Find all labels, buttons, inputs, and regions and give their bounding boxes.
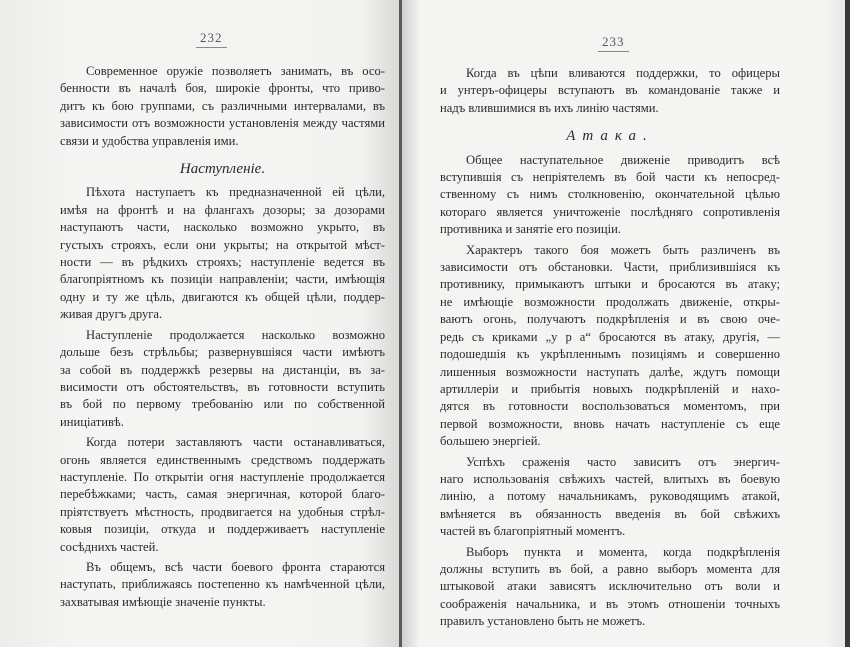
text-line: зависимости отъ обстановки. Части, приблизившіяся къ [440,260,780,275]
text-line: огонь является единственнымъ средствомъ поддержать [60,452,385,467]
text-line: соображенія начальника, и въ этомъ отношеніи точныхъ [440,596,780,611]
paragraph [440,65,780,117]
text-line: густыхъ строяхъ, если они укрыты; на открытой мѣст- [60,237,385,252]
page-text [60,60,385,611]
text-line: сосѣднихъ частей. [60,539,159,554]
text-line: захватывая имѣющіе значеніе пункты. [60,594,266,609]
text-line: бенности въ началѣ боя, широкіе фронты, что приво- [60,81,385,96]
paragraph [60,434,385,556]
text-line: благопріятномъ къ позиціи направленіи; части, имѣющія [60,272,385,287]
text-line: Выборъ пункта и момента, когда подкрѣпленія [466,544,780,559]
text-line: ственному съ нимъ столкновенію, окончательной цѣлью [440,187,780,202]
text-line: наго использованія свѣжихъ частей, влитыхъ въ боевую [440,471,780,486]
text-line: Когда потери заставляютъ части останавливаться, [86,435,385,450]
text-line: подошедшія къ укрѣпленнымъ позиціямъ и совершенно [440,347,780,362]
paragraph [60,327,385,431]
text-line: наступаютъ части, насколько возможно укрыто, въ [60,220,385,235]
text-line: линію, а потому начальникамъ, руководящимъ атакой, [440,489,780,504]
text-line: наступать, приближаясь постепенно къ намѣченной цѣли, [60,577,385,592]
text-line: ности — въ рѣдкихъ строяхъ; наступленіе ведется въ [60,255,385,270]
paragraph [440,152,780,239]
page-text [440,62,780,631]
paragraph [440,242,780,451]
text-line: надъ влившимися въ ихъ линію частями. [440,100,659,115]
section-heading: Атака. [566,128,654,145]
scan-edge [845,0,850,647]
text-line: ковыя позиціи, откуда и поддерживаетъ наступленіе [60,522,385,537]
text-line: артиллеріи и прибытія новыхъ подкрѣпленій и нахо- [440,381,780,396]
text-line: живая другъ друга. [60,307,163,322]
text-line: первой возможности, вновь начать наступленіе съ еще [440,416,780,431]
text-line: висимости отъ обстоятельствъ, въ готовности вступить [60,379,385,394]
text-line: перебѣжками; часть, самая энергичная, которой благо- [60,487,385,502]
text-line: Характеръ такого боя можетъ быть различенъ въ [466,242,780,257]
left-page [0,0,400,647]
text-line: противника и занятіе его позиціи. [440,222,621,237]
text-line: и унтеръ-офицеры вступаютъ въ командованіе также и [440,83,780,98]
text-line: имѣя на фронтѣ и на флангахъ дозоры; за дозорами [60,202,385,217]
text-line: вмѣняется въ обязанность введенія въ бой свѣжихъ [440,506,780,521]
text-line: дитъ къ бою группами, съ различными интервалами, въ [60,98,385,113]
text-line: Въ общемъ, всѣ части боевого фронта стараются [86,559,385,574]
text-line: дольше безъ стрѣльбы; развернувшіяся части имѣютъ [60,345,385,360]
page-number: 232 [196,30,227,48]
text-line: за собой въ поддержкѣ резервы на дистанціи, въ за- [60,362,385,377]
text-line: связи и удобства управленія ими. [60,133,239,148]
text-line: зависимости отъ возможности установленія между частями [60,116,385,131]
text-line: наступленіе. По открытіи огня наступленіе продолжается [60,469,385,484]
text-line: противнику, примыкаютъ штыки и бросаются въ атаку; [440,277,780,292]
section-heading: Наступленіе. [179,161,266,178]
text-line: одну и ту же цѣль, двигаются къ общей цѣли, поддер- [60,289,385,304]
text-line: правилъ установлено быть не можетъ. [440,614,646,629]
paragraph [440,544,780,631]
text-line: Современное оружіе позволяетъ занимать, въ осо- [86,64,385,78]
text-line: Когда въ цѣпи вливаются поддержки, то офицеры [466,66,780,80]
text-line: Пѣхота наступаетъ къ предназначенной ей цѣли, [86,185,385,200]
text-line: Успѣхъ сраженія часто зависитъ отъ энергич- [466,454,780,469]
paragraph [60,63,385,150]
text-line: дятся въ готовности воспользоваться моментомъ, при [440,399,780,414]
text-line: Общее наступательное движеніе приводитъ всѣ [466,152,780,167]
text-line: иниціативѣ. [60,414,124,429]
text-line: должны вступить въ бой, а равно выборъ момента для [440,561,780,576]
text-line: редь съ криками „у р а“ бросаются въ атаку, другія, — [440,329,780,344]
paragraph [60,184,385,323]
page-number: 233 [598,34,629,52]
paragraph [440,454,780,541]
text-line: лишенныя возможности наступать далѣе, ждутъ помощи [440,364,780,379]
text-line: въ бой по первому требованію или по собственной [60,397,385,412]
text-line: вступившія съ непріятелемъ въ бой части къ непосред- [440,170,780,185]
text-line: котораго является уничтоженіе послѣдняго сопротивленія [440,204,780,219]
text-line: частей въ благопріятный моментъ. [440,524,626,539]
right-page [402,0,845,647]
paragraph [60,559,385,611]
text-line: не имѣющіе возможности продолжать движеніе, откры- [440,294,780,309]
text-line: штыковой атаки зависятъ исключительно отъ воли и [440,579,780,594]
text-line: ваютъ огонь, получаютъ подкрѣпленія и въ свою оче- [440,312,780,327]
text-line: большею энергіей. [440,434,541,449]
text-line: Наступленіе продолжается насколько возможно [86,327,385,342]
text-line: пріятствуетъ мѣстность, продвигается на удобныя стрѣл- [60,504,385,519]
